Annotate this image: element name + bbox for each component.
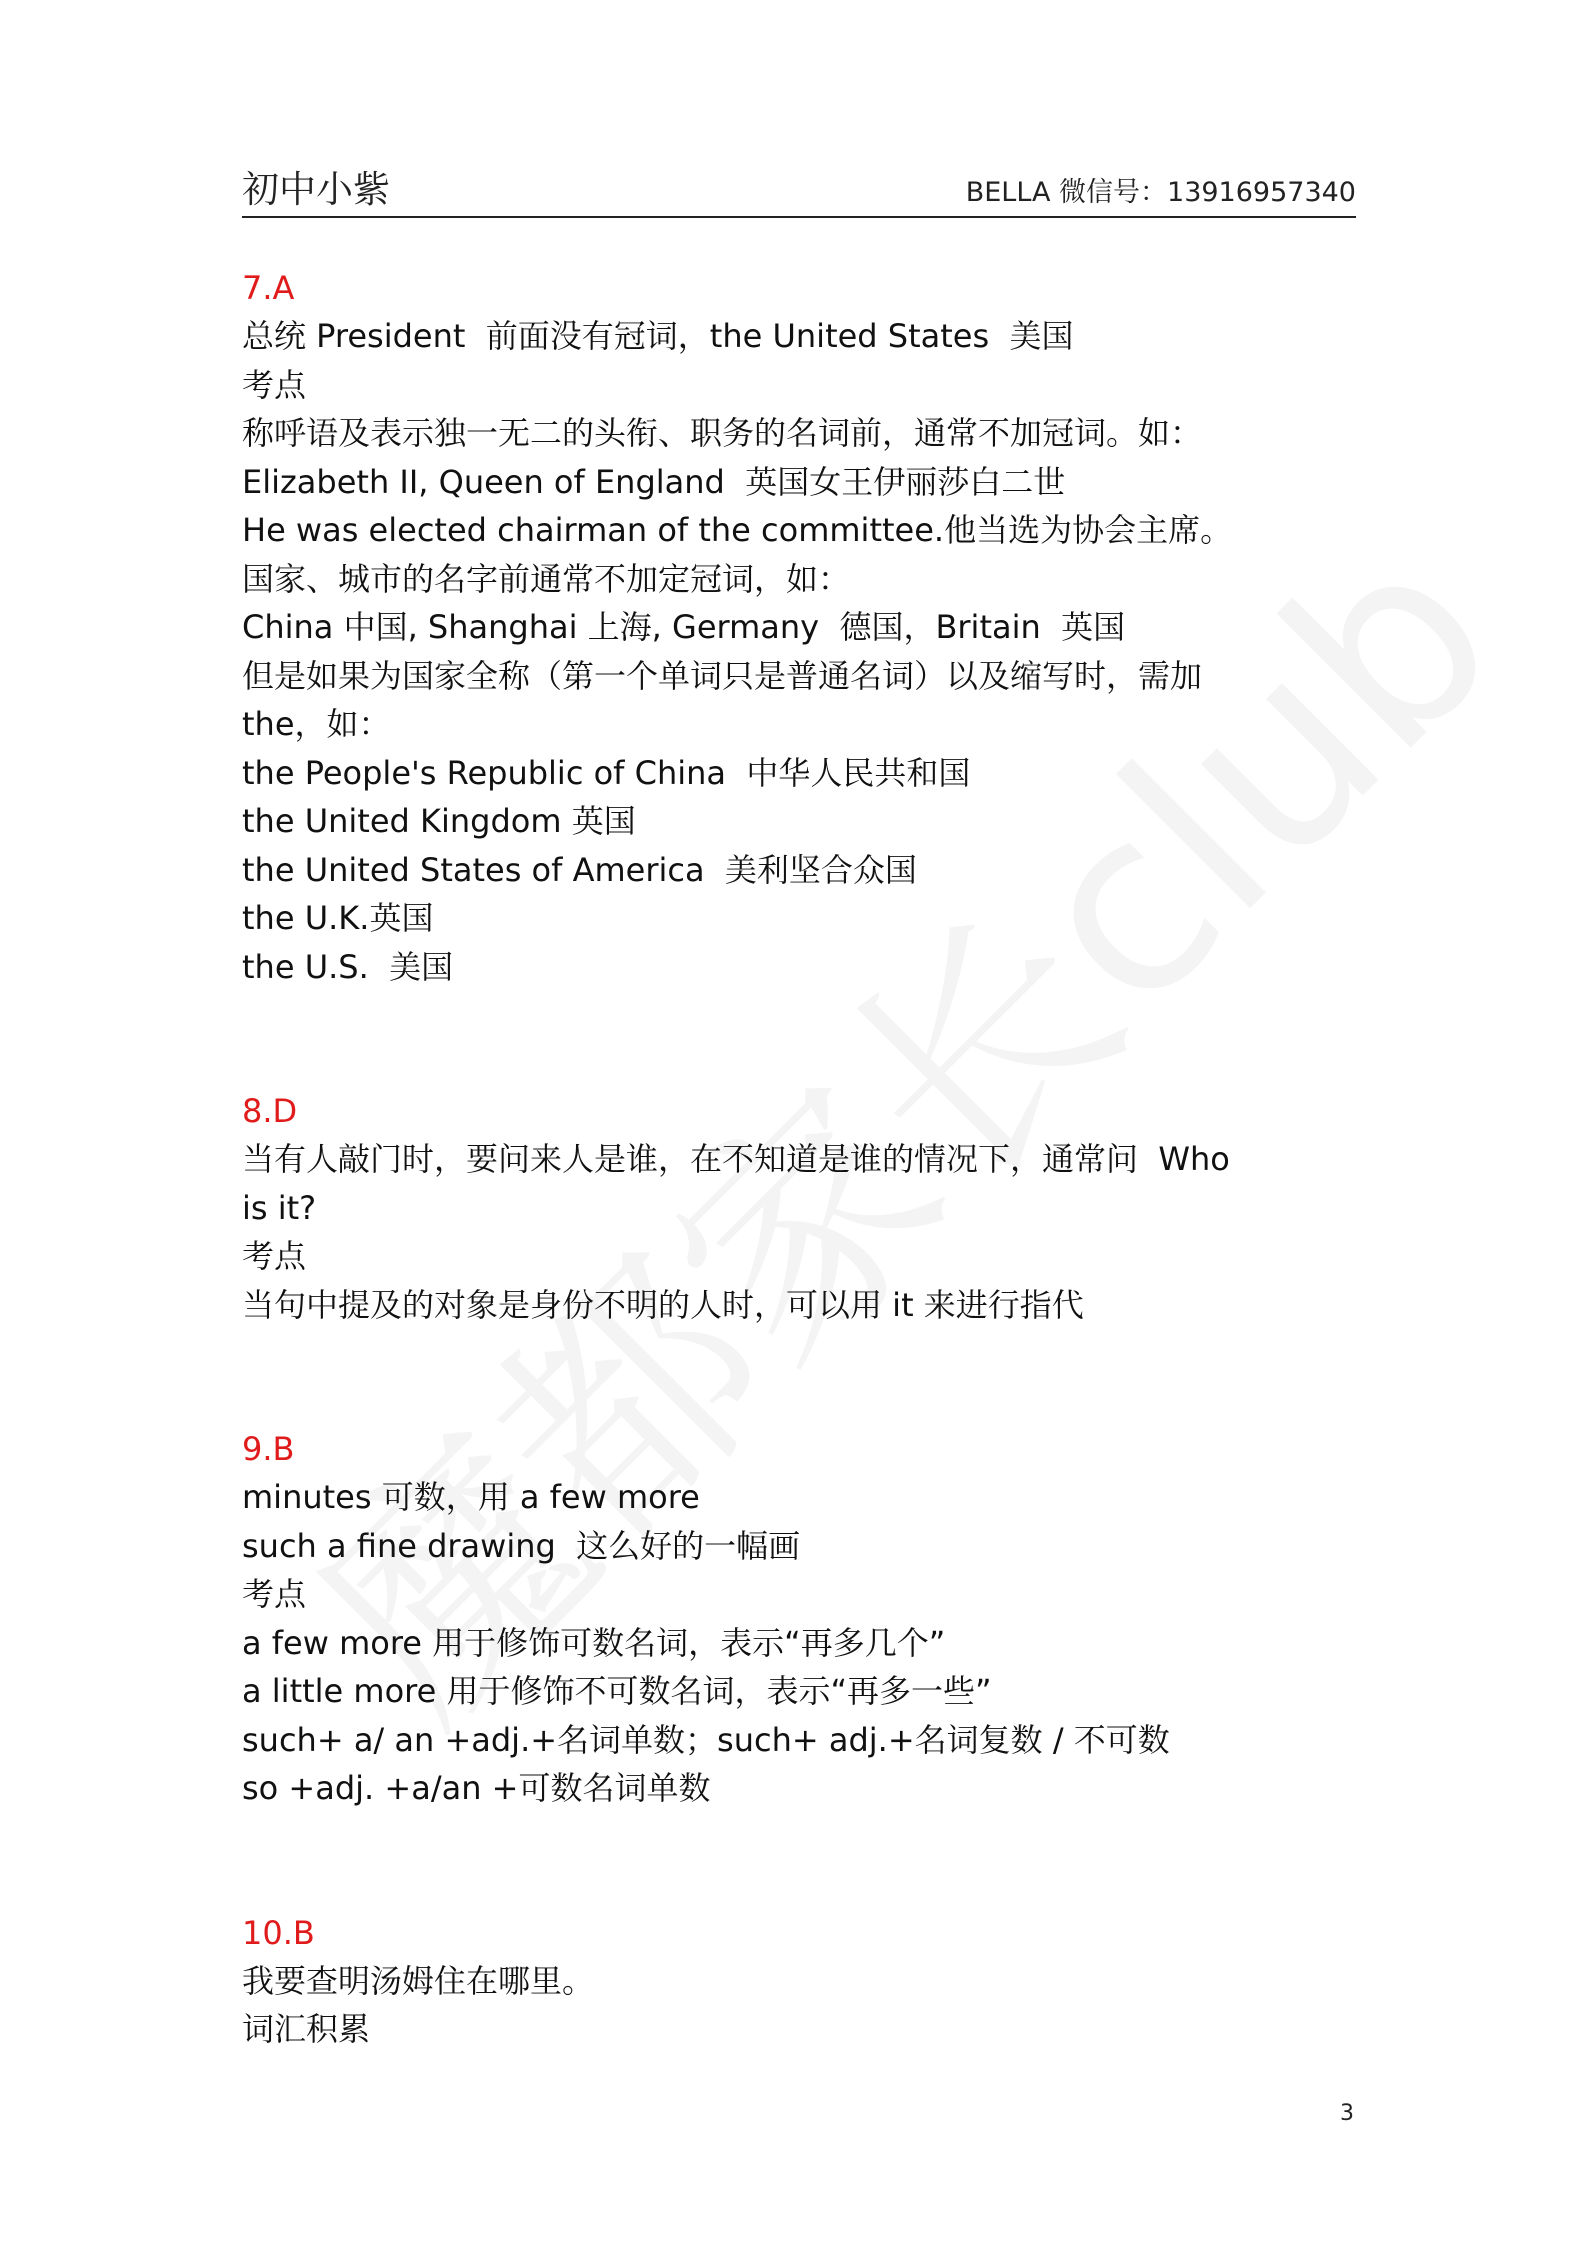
text-line: so +adj. +a/an +可数名词单数 [242, 1769, 711, 1807]
text-line: 总统 President 前面没有冠词，the United States 美国 [242, 317, 1074, 355]
text-line: minutes 可数，用 a few more [242, 1478, 700, 1516]
header-contact: BELLA 微信号：13916957340 [965, 177, 1356, 208]
answer-label: 10.B [242, 1913, 315, 1952]
text-line: 考点 [242, 1237, 307, 1275]
text-line: 国家、城市的名字前通常不加定冠词，如： [242, 559, 851, 598]
text-line: the，如： [242, 705, 391, 743]
text-line: 当句中提及的对象是身份不明的人时，可以用 it 来进行指代 [242, 1285, 1084, 1324]
document-body [242, 264, 1356, 2054]
answer-section-8 [242, 1087, 1356, 1329]
page-number: 3 [1340, 2101, 1354, 2126]
text-line: 考点 [242, 1575, 307, 1613]
text-line: 考点 [242, 365, 307, 404]
text-line: the U.K.英国 [242, 899, 434, 937]
text-line: is it? [242, 1188, 317, 1227]
answer-section-9 [242, 1425, 1356, 1813]
answer-section-10 [242, 1909, 1356, 2054]
text-line: the United States of America 美利坚合众国 [242, 850, 917, 889]
text-line: a little more 用于修饰不可数名词，表示“再多一些” [242, 1672, 992, 1710]
text-line: Elizabeth II, Queen of England 英国女王伊丽莎白二世 [242, 462, 1066, 501]
text-line: such+ a/ an +adj.+名词单数；such+ adj.+名词复数 / 不可数 [242, 1720, 1170, 1759]
text-line: 但是如果为国家全称（第一个单词只是普通名词）以及缩写时，需加 [242, 656, 1203, 695]
text-line: the United Kingdom 英国 [242, 802, 636, 840]
text-line: China 中国, Shanghai 上海, Germany 德国，Britain 英国 [242, 608, 1126, 646]
text-line: the U.S. 美国 [242, 947, 454, 986]
answer-label: 7.A [242, 269, 295, 307]
text-line: 称呼语及表示独一无二的头衔、职务的名词前，通常不加冠词。如： [242, 414, 1203, 452]
text-line: such a fine drawing 这么好的一幅画 [242, 1526, 801, 1565]
text-line: He was elected chairman of the committee.他当选为协会主席。 [242, 511, 1233, 549]
answer-label: 8.D [242, 1092, 298, 1130]
text-line: 我要查明汤姆住在哪里。 [242, 1961, 595, 2000]
text-line: the People's Republic of China 中华人民共和国 [242, 753, 971, 792]
text-line: 当有人敲门时，要问来人是谁，在不知道是谁的情况下，通常问 Who [242, 1140, 1230, 1178]
header-title: 初中小紫 [242, 168, 390, 211]
text-line: 词汇积累 [242, 2010, 371, 2048]
answer-label: 9.B [242, 1430, 295, 1468]
page-header [242, 166, 1356, 218]
answer-section-7 [242, 264, 1356, 991]
text-line: a few more 用于修饰可数名词，表示“再多几个” [242, 1623, 946, 1662]
